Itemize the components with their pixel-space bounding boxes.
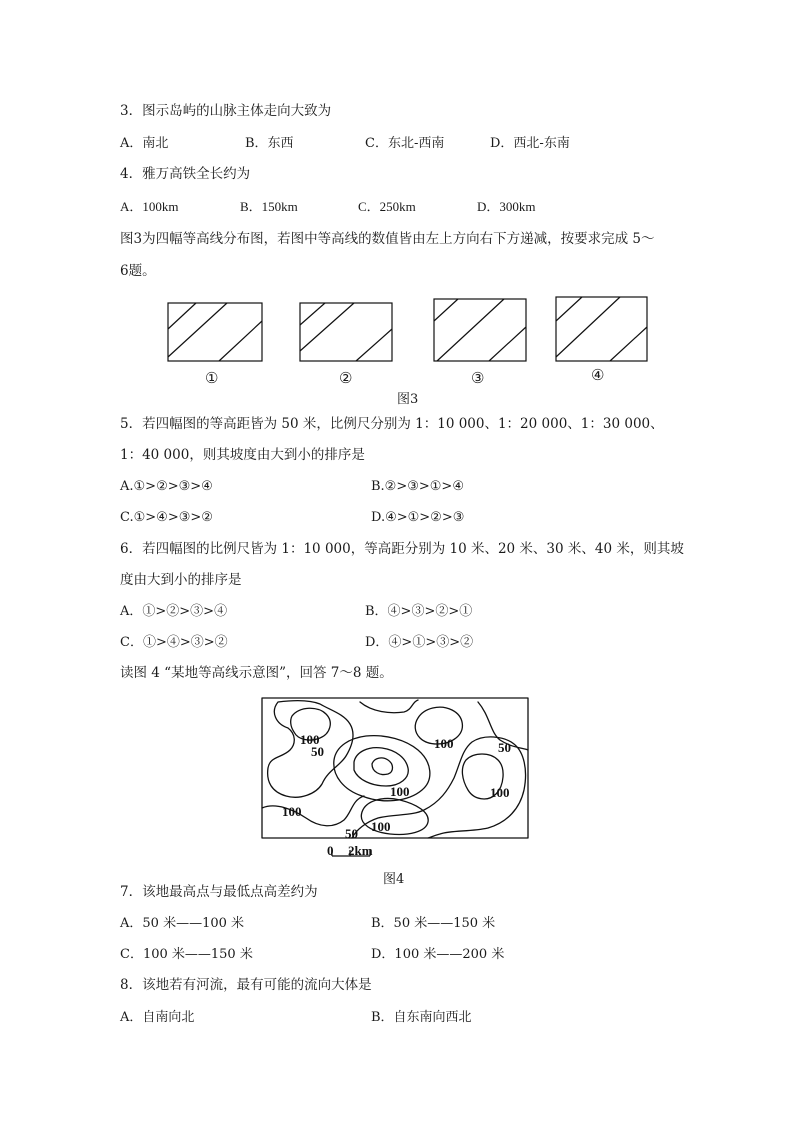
contour-line-50-bottom-left	[262, 796, 364, 826]
contour-label-100-c: 100	[390, 784, 410, 799]
figure-3-intro-line-1: 图3为四幅等高线分布图，若图中等高线的数值皆由左上方向右下方递减，按要求完成 5～	[120, 231, 655, 247]
figure-4-contour-map	[0, 690, 794, 880]
question-5-line-2: 1：40 000，则其坡度由大到小的排序是	[120, 447, 365, 463]
contour-label-100-a: 100	[300, 732, 320, 747]
contour-line-center-inner	[372, 758, 393, 775]
q5-option-b: B.②>③>①>④	[371, 479, 464, 494]
question-8-stem: 8．该地若有河流，最有可能的流向大体是	[120, 977, 372, 993]
figure-3-intro-line-2: 6题。	[120, 263, 156, 279]
q5-option-a: A.①>②>③>④	[120, 479, 213, 494]
figure-3-label-4: ④	[591, 366, 605, 384]
question-6-line-2: 度由大到小的排序是	[120, 572, 242, 588]
contour-line-top-middle	[360, 700, 418, 713]
q7-option-c: C．100 米——150 米	[120, 947, 253, 962]
contour-box-1	[168, 303, 262, 361]
contour-label-100-b: 100	[434, 736, 454, 751]
q3-option-a: A．南北	[120, 136, 169, 151]
q4-option-b: B．150km	[240, 199, 298, 214]
q4-option-c: C．250km	[358, 199, 416, 214]
q7-option-a: A．50 米——100 米	[120, 916, 245, 931]
contour-label-100-e: 100	[282, 804, 302, 819]
contour-label-100-f: 100	[371, 819, 391, 834]
scale-zero-label: 0	[327, 843, 334, 858]
q8-option-b: B．自东南向西北	[371, 1010, 472, 1025]
q6-option-a: A．①>②>③>④	[120, 604, 228, 619]
q8-option-a: A．自南向北	[120, 1010, 195, 1025]
q3-option-d: D．西北-东南	[490, 136, 570, 151]
question-7-stem: 7．该地最高点与最低点高差约为	[120, 884, 318, 900]
figure-3-contour-boxes	[0, 295, 794, 395]
q5-option-d: D.④>①>②>③	[371, 510, 465, 525]
figure-3-caption: 图3	[397, 392, 419, 407]
figure-3-label-1: ①	[205, 369, 219, 387]
contour-box-2	[300, 303, 392, 361]
contour-label-100-d: 100	[490, 785, 510, 800]
question-4-stem: 4．雅万高铁全长约为	[120, 166, 251, 182]
contour-label-50-a: 50	[311, 744, 324, 759]
q6-option-d: D．④>①>③>②	[365, 635, 474, 650]
contour-box-3	[434, 299, 526, 361]
q7-option-b: B．50 米——150 米	[371, 916, 496, 931]
figure-3-label-2: ②	[339, 369, 353, 387]
q5-option-c: C.①>④>③>②	[120, 510, 213, 525]
question-5-line-1: 5．若四幅图的等高距皆为 50 米，比例尺分别为 1：10 000、1：20 000、1：30 000、	[120, 416, 664, 432]
contour-line-center-middle	[354, 748, 408, 786]
q7-option-d: D．100 米——200 米	[371, 947, 505, 962]
contour-label-50-c: 50	[345, 826, 358, 841]
figure-3-label-3: ③	[471, 369, 485, 387]
q6-option-b: B．④>③>②>①	[365, 604, 473, 619]
q3-option-b: B．东西	[245, 136, 294, 151]
scale-distance-label: 2km	[348, 843, 373, 858]
figure-4-intro: 读图 4 “某地等高线示意图”，回答 7～8 题。	[120, 665, 393, 681]
contour-line-center-outer	[334, 736, 430, 801]
contour-box-4	[556, 297, 647, 361]
q4-option-d: D．300km	[477, 199, 536, 214]
q6-option-c: C．①>④>③>②	[120, 635, 228, 650]
figure-4-caption: 图4	[383, 872, 405, 887]
q4-option-a: A．100km	[120, 199, 179, 214]
contour-label-50-b: 50	[498, 740, 511, 755]
question-6-line-1: 6．若四幅图的比例尺皆为 1：10 000，等高距分别为 10 米、20 米、30 米、40 米，则其坡	[120, 541, 684, 557]
q3-option-c: C．东北-西南	[365, 136, 445, 151]
question-3-stem: 3．图示岛屿的山脉主体走向大致为	[120, 103, 332, 119]
